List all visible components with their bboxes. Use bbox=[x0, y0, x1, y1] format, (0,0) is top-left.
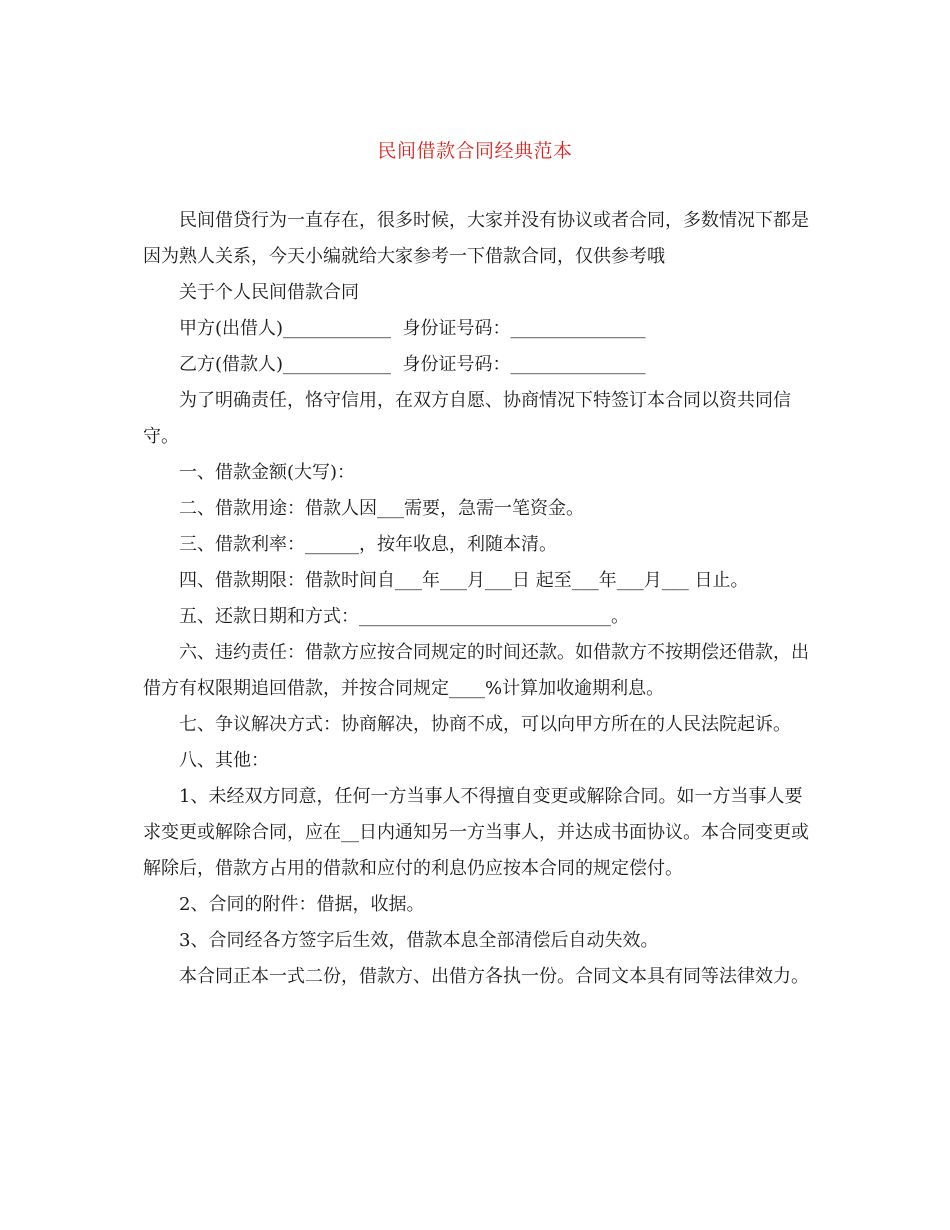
clause-term: 四、借款期限：借款时间自___年___月___日 起至___年___月___ 日止。 bbox=[179, 570, 749, 591]
clause-interest: 三、借款利率：______，按年收息，利随本清。 bbox=[179, 534, 557, 555]
clause-repayment: 五、还款日期和方式：____________________________。 bbox=[179, 606, 629, 627]
document-body bbox=[143, 203, 809, 995]
other-item-2: 2、合同的附件：借据，收据。 bbox=[179, 894, 425, 915]
contract-subtitle: 关于个人民间借款合同 bbox=[179, 282, 359, 303]
clause-amount: 一、借款金额(大写)： bbox=[179, 462, 356, 483]
clause-dispute: 七、争议解决方式：协商解决，协商不成，可以向甲方所在的人民法院起诉。 bbox=[179, 714, 791, 735]
intro-paragraph: 民间借贷行为一直存在，很多时候，大家并没有协议或者合同，多数情况下都是因为熟人关系，今天小编就给大家参考一下借款合同，仅供参考哦 bbox=[143, 210, 809, 267]
clause-usage: 二、借款用途：借款人因___需要，急需一笔资金。 bbox=[179, 498, 584, 519]
party-a-line: 甲方(出借人)____________ 身份证号码：_______________ bbox=[179, 318, 646, 339]
other-item-1: 1、未经双方同意，任何一方当事人不得擅自变更或解除合同。如一方当事人要求变更或解除合同，应在__日内通知另一方当事人，并达成书面协议。本合同变更或解除后，借款方占用的借款和应付的利息仍应按本合同的规定偿付。 bbox=[143, 786, 809, 879]
purpose-paragraph: 为了明确责任，恪守信用，在双方自愿、协商情况下特签订本合同以资共同信守。 bbox=[143, 390, 791, 447]
document-title: 民间借款合同经典范本 bbox=[377, 140, 573, 162]
other-item-3: 3、合同经各方签字后生效，借款本息全部清偿后自动失效。 bbox=[179, 930, 659, 951]
clause-other: 八、其他： bbox=[179, 750, 269, 771]
party-b-line: 乙方(借款人)____________ 身份证号码：_______________ bbox=[179, 354, 646, 375]
closing-paragraph: 本合同正本一式二份，借款方、出借方各执一份。合同文本具有同等法律效力。 bbox=[179, 966, 809, 987]
clause-default: 六、违约责任：借款方应按合同规定的时间还款。如借款方不按期偿还借款，出借方有权限期追回借款，并按合同规定____%计算加收逾期利息。 bbox=[143, 642, 809, 699]
